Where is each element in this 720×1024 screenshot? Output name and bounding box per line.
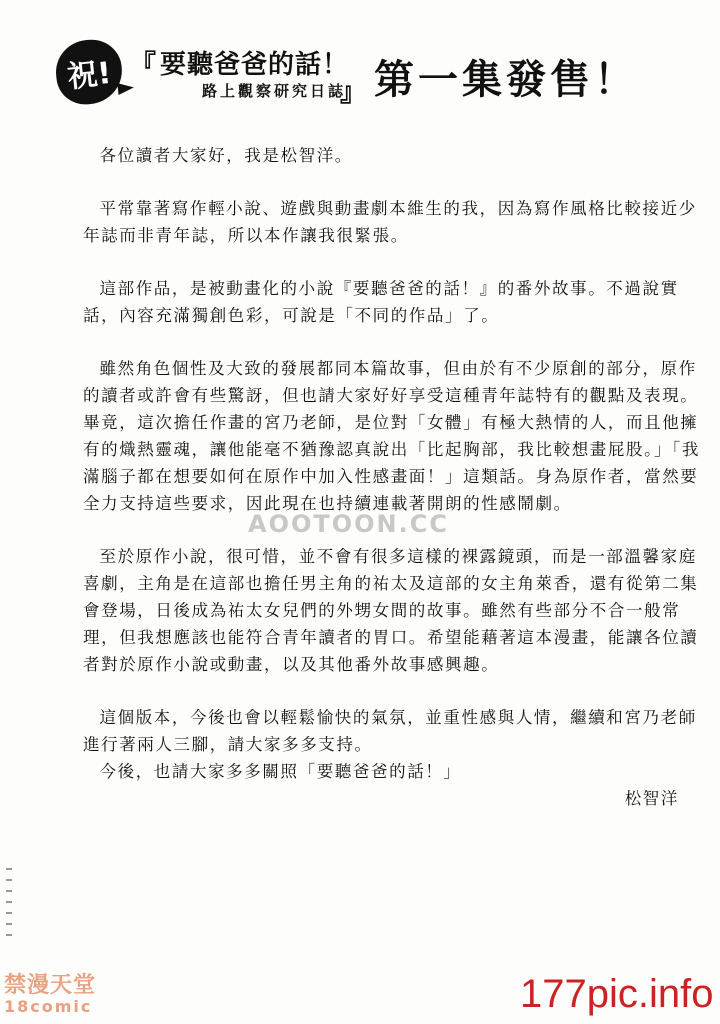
site-logo xyxy=(4,968,108,1020)
logo-line-2: 18comic xyxy=(4,997,93,1016)
paragraph: 平常靠著寫作輕小說、遊戲與動畫劇本維生的我，因為寫作風格比較接近少年誌而非青年誌，所以本作讓我很緊張。 xyxy=(83,199,697,245)
site-watermark-label: 177pic.info xyxy=(520,972,714,1016)
series-title: 要聽爸爸的話！ xyxy=(160,50,350,80)
scan-marks xyxy=(6,868,14,968)
release-announcement: 第一集發售！ xyxy=(374,57,638,103)
paragraph: 這部作品，是被動畫化的小說『要聽爸爸的話！』的番外故事。不過說實話，內容充滿獨創色彩，可說是「不同的作品」了。 xyxy=(83,279,679,325)
celebrate-badge: 祝! xyxy=(53,37,125,108)
paragraph: 這個版本，今後也會以輕鬆愉快的氣氛，並重性感與人情，繼續和宮乃老師進行著兩人三腳，請大家多多支持。 xyxy=(83,708,697,754)
series-subtitle: 路上觀察研究日誌 xyxy=(202,82,347,100)
paragraph-closing: 今後，也請大家多多關照「要聽爸爸的話！」 xyxy=(99,762,462,781)
paragraph: 至於原作小說，很可惜，並不會有很多這樣的裸露鏡頭，而是一部溫馨家庭喜劇，主角是在這部也擔任男主角的祐太及這部的女主角萊香，還有從第二集會登場，日後成為祐太女兒們的外甥女間的故事。雖然有些部分不合一般常理，但我想應該也能符合青年讀者的胃口。希望能藉著這本漫畫，能讓各位讀者對於原作小說或動畫，以及其他番外故事感興趣。 xyxy=(83,547,699,674)
afterword-body xyxy=(83,142,703,812)
watermark-text: AOOTOON.CC xyxy=(248,510,449,538)
paragraph-greeting: 各位讀者大家好，我是松智洋。 xyxy=(99,146,353,165)
header-banner xyxy=(52,36,692,116)
title-bracket-open: 『 xyxy=(130,50,157,80)
logo-line-1: 禁漫天堂 xyxy=(4,973,97,998)
paragraph: 雖然角色個性及大致的發展都同本篇故事，但由於有不少原創的部分，原作的讀者或許會有些驚訝，但也請大家好好享受這種青年誌特有的觀點及表現。畢竟，這次擔任作畫的宮乃老師，是位對「女體」有極大熱情的人，而且他擁有的熾熱靈魂，讓他能毫不猶豫認真說出「比起胸部，我比較想畫屁股。」「我滿腦子都在想要如何在原作中加入性感畫面！」這類話。身為原作者，當然要全力支持這些要求，因此現在也持續連載著開朗的性感鬧劇。 xyxy=(83,359,700,513)
author-signature: 松智洋 xyxy=(624,789,679,808)
title-bracket-close: 』 xyxy=(340,78,367,108)
